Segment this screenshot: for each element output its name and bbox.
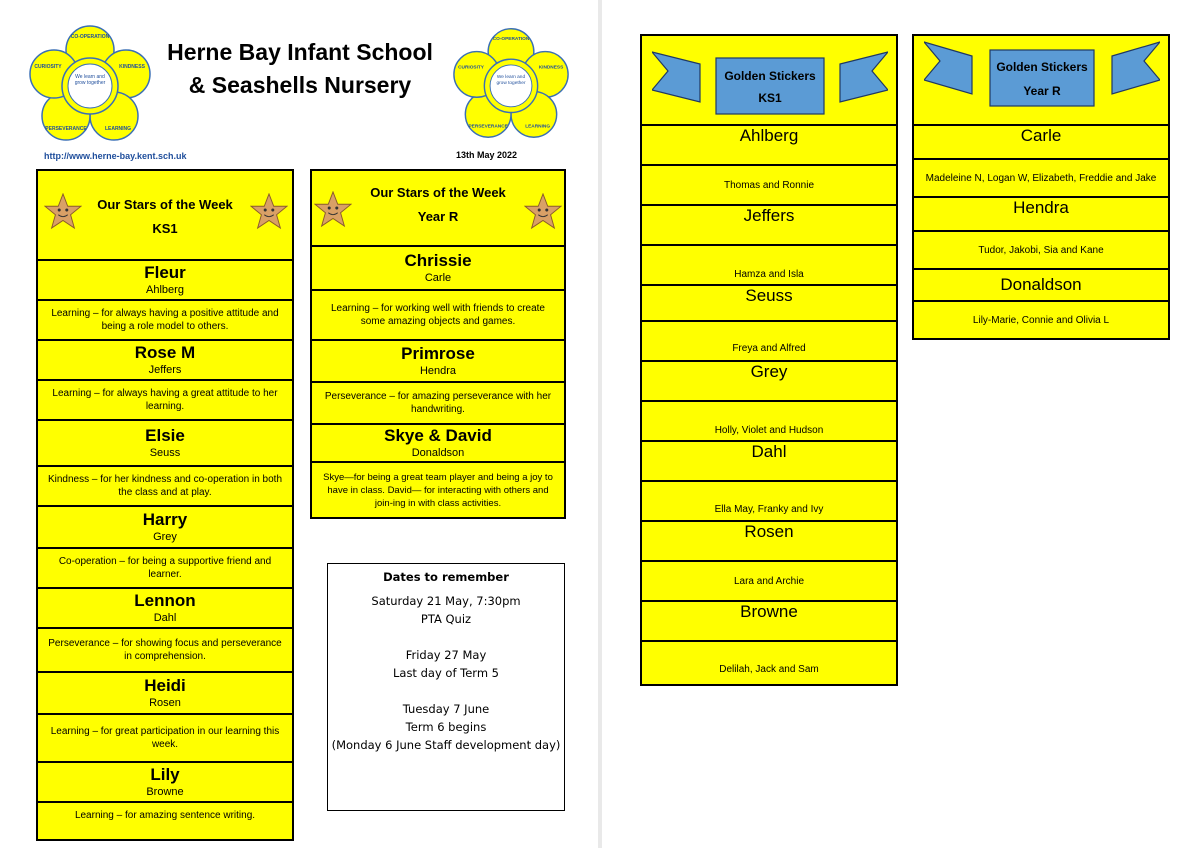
star-class: Seuss (149, 447, 181, 459)
star-class: Dahl (153, 612, 177, 624)
star-name: Fleur (144, 263, 186, 282)
star-name: Rose M (134, 343, 196, 362)
golden-class-name: Browne (740, 602, 798, 621)
golden-children: Delilah, Jack and Sam (719, 663, 819, 675)
star-name-cell (312, 341, 564, 383)
star-name: Elsie (145, 426, 185, 445)
golden-class-name: Rosen (744, 522, 794, 541)
star-name-cell (38, 673, 292, 715)
golden-children-cell (642, 482, 896, 522)
logo-center-text: We learn and grow together (496, 74, 526, 86)
logo-word: CURIOSITY (458, 65, 484, 71)
star-name-cell (38, 261, 292, 301)
star-icon (250, 193, 288, 229)
star-reason-cell (38, 629, 292, 673)
dates-to-remember-box (327, 563, 565, 811)
star-class: Grey (153, 531, 177, 543)
star-reason: Perseverance – for amazing perseverance with her handwriting. (324, 391, 552, 415)
star-name: Primrose (401, 344, 475, 363)
golden-children-cell (642, 562, 896, 602)
star-reason-cell (38, 803, 292, 839)
golden-class-name: Carle (1020, 126, 1062, 145)
star-reason-cell (312, 463, 564, 517)
star-class: Rosen (149, 697, 181, 709)
golden-class-name: Grey (750, 362, 788, 381)
golden-class-name: Donaldson (1000, 275, 1082, 294)
golden-children-cell (642, 402, 896, 442)
golden-children-cell (642, 642, 896, 684)
golden-children-cell (642, 322, 896, 362)
golden-children-cell (914, 160, 1168, 198)
golden-children: Lara and Archie (733, 575, 805, 587)
star-reason: Skye—for being a great team player and being a joy to have in class. David— for interacting with others and join-ing in with class activities. (323, 471, 553, 509)
golden-children: Lily-Marie, Connie and Olivia L (972, 314, 1110, 326)
star-reason: Kindness – for her kindness and co-operation in both the class and at play. (47, 474, 283, 498)
golden-class-cell (642, 602, 896, 642)
stars-yr-title: Our Stars of the Week (370, 185, 506, 200)
star-reason-cell (38, 549, 292, 589)
star-reason: Co-operation – for being a supportive friend and learner. (58, 556, 272, 580)
star-icon (44, 193, 82, 229)
star-name: Lennon (134, 591, 196, 610)
golden-class-cell (642, 206, 896, 246)
star-name: Skye & David (384, 426, 492, 445)
star-icon (524, 193, 562, 229)
golden-children-cell (914, 302, 1168, 338)
star-name-cell (312, 247, 564, 291)
ribbon-banner (652, 40, 888, 120)
star-name-cell (38, 507, 292, 549)
golden-children: Hamza and Isla (734, 268, 804, 280)
golden-class-cell (914, 198, 1168, 232)
logo-word: PERSEVERANCE (468, 124, 508, 130)
stars-yr-subtitle: Year R (417, 209, 459, 224)
golden-children-cell (642, 246, 896, 286)
star-name: Heidi (144, 676, 186, 695)
ribbon-banner (924, 38, 1160, 118)
school-title (150, 36, 450, 102)
star-name-cell (38, 421, 292, 467)
logo-word: CO-OPERATION (492, 37, 530, 43)
star-class: Donaldson (411, 447, 465, 459)
page-right (602, 0, 1200, 848)
star-reason: Learning – for great participation in our learning this week. (50, 726, 280, 750)
date-line: Term 6 begins (405, 720, 487, 734)
page-left (0, 0, 598, 848)
date-line: PTA Quiz (420, 612, 472, 626)
logo-word: KINDNESS (119, 64, 145, 70)
star-name-cell (38, 763, 292, 803)
date-line (328, 628, 564, 646)
golden-class-cell (914, 270, 1168, 302)
logo-word: CO-OPERATION (70, 34, 110, 40)
star-class: Browne (146, 786, 184, 798)
star-name: Harry (142, 510, 188, 529)
star-name: Lily (150, 765, 180, 784)
title-line-1: Herne Bay Infant School (167, 39, 433, 65)
golden-ks1-subtitle: KS1 (758, 91, 782, 105)
golden-children: Ella May, Franky and Ivy (714, 503, 824, 515)
star-class: Ahlberg (146, 284, 184, 296)
star-reason: Perseverance – for showing focus and perseverance in comprehension. (48, 638, 282, 662)
golden-children: Tudor, Jakobi, Sia and Kane (978, 244, 1104, 256)
star-name-cell (312, 425, 564, 463)
golden-yr-subtitle: Year R (1023, 84, 1061, 98)
logo-word: KINDNESS (538, 65, 564, 71)
star-reason-cell (38, 467, 292, 507)
golden-class-cell (642, 522, 896, 562)
golden-yr-title: Golden Stickers (996, 60, 1088, 74)
stars-ks1-title: Our Stars of the Week (97, 197, 233, 212)
star-reason: Learning – for always having a great attitude to her learning. (52, 388, 278, 412)
golden-class-name: Hendra (1013, 198, 1069, 217)
star-class: Carle (424, 272, 452, 284)
golden-ks1-title: Golden Stickers (724, 69, 816, 83)
title-line-2: & Seashells Nursery (188, 72, 412, 98)
date-line: Friday 27 May (405, 648, 487, 662)
logo-center-text: We learn and grow together (74, 74, 106, 86)
date-line: Last day of Term 5 (392, 666, 499, 680)
star-reason: Learning – for always having a positive attitude and being a role model to others. (51, 308, 279, 332)
stars-ks1-subtitle: KS1 (152, 221, 178, 236)
golden-children: Holly, Violet and Hudson (714, 424, 824, 436)
star-name-cell (38, 341, 292, 381)
date-line: (Monday 6 June Staff development day) (331, 738, 561, 752)
golden-children: Thomas and Ronnie (723, 179, 815, 191)
star-name-cell (38, 589, 292, 629)
star-reason-cell (312, 291, 564, 341)
star-class: Jeffers (148, 364, 182, 376)
golden-class-name: Jeffers (743, 206, 795, 225)
golden-class-cell (642, 442, 896, 482)
golden-children: Madeleine N, Logan W, Elizabeth, Freddie and Jake (925, 172, 1157, 184)
star-reason-cell (38, 301, 292, 341)
golden-class-cell (642, 286, 896, 322)
star-name: Chrissie (404, 251, 472, 270)
stars-ks1-panel (36, 169, 294, 841)
golden-class-name: Dahl (751, 442, 787, 461)
star-icon (314, 191, 352, 227)
school-website-link[interactable]: http://www.herne-bay.kent.sch.uk (44, 151, 187, 161)
date-line: Tuesday 7 June (402, 702, 490, 716)
star-reason-cell (312, 383, 564, 425)
star-reason-cell (38, 715, 292, 763)
logo-word: LEARNING (525, 124, 551, 130)
date-line: Saturday 21 May, 7:30pm (371, 594, 521, 608)
golden-children-cell (914, 232, 1168, 270)
golden-class-cell (914, 126, 1168, 160)
golden-class-cell (642, 126, 896, 166)
golden-children-cell (642, 166, 896, 206)
dates-title: Dates to remember (383, 570, 509, 584)
star-reason-cell (38, 381, 292, 421)
golden-class-name: Seuss (745, 286, 793, 305)
golden-yr-panel (912, 34, 1170, 340)
golden-children: Freya and Alfred (732, 342, 806, 354)
golden-class-cell (642, 362, 896, 402)
star-reason: Learning – for amazing sentence writing. (74, 809, 256, 821)
school-logo-right (452, 26, 570, 140)
date-line (328, 682, 564, 700)
stars-yr-panel (310, 169, 566, 519)
logo-word: CURIOSITY (34, 64, 62, 70)
star-reason: Learning – for working well with friends to create some amazing objects and games. (331, 303, 545, 327)
golden-ks1-panel (640, 34, 898, 686)
logo-word: LEARNING (104, 126, 132, 132)
golden-class-name: Ahlberg (739, 126, 799, 145)
school-logo-left (28, 24, 152, 142)
logo-word: PERSEVERANCE (45, 126, 87, 132)
star-class: Hendra (419, 365, 457, 377)
newsletter-date: 13th May 2022 (456, 150, 518, 160)
